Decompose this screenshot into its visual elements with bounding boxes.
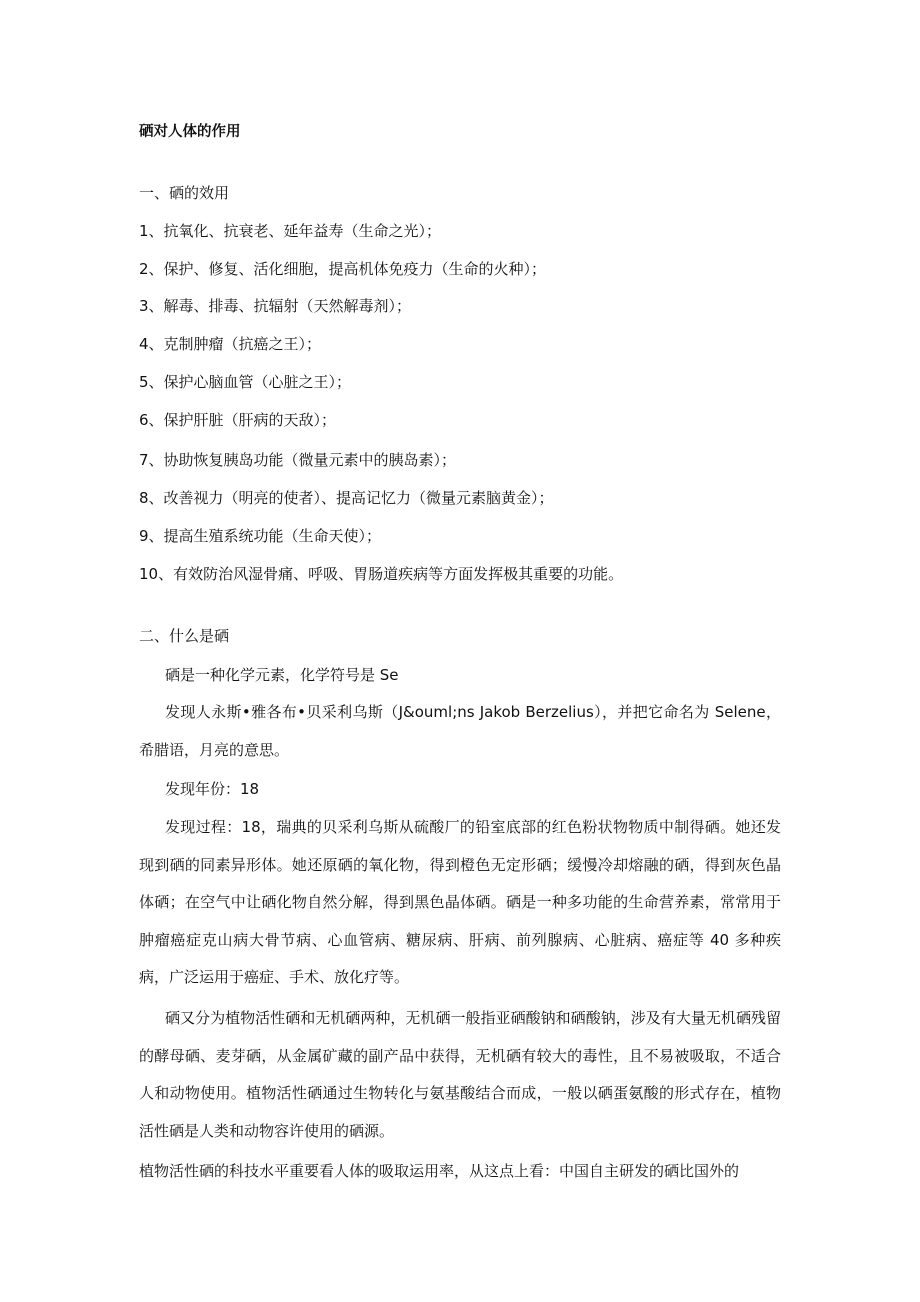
section-2-heading: 二、什么是硒	[139, 627, 230, 645]
list-item: 4、克制肿瘤（抗癌之王）；	[139, 335, 322, 353]
list-item: 7、协助恢复胰岛功能（微量元素中的胰岛素）；	[139, 451, 457, 469]
list-item: 1、抗氧化、抗衰老、延年益寿（生命之光）；	[139, 222, 442, 240]
document-title: 硒对人体的作用	[139, 124, 241, 140]
list-item: 5、保护心脑血管（心脏之王）；	[139, 373, 352, 391]
list-item: 8、改善视力（明亮的使者）、提高记忆力（微量元素脑黄金）；	[139, 489, 554, 507]
selenium-types-paragraph: 硒又分为植物活性硒和无机硒两种，无机硒一般指亚硒酸钠和硒酸钠，涉及有大量无机硒残留的酵母硒、麦芽硒，从金属矿藏的副产品中获得，无机硒有较大的毒性，且不易被吸取，不适合人和动物使用。植物活性硒通过生物转化与氨基酸结合而成，一般以硒蛋氨酸的形式存在，植物活性硒是人类和动物容许使用的硒源。	[139, 1009, 781, 1140]
list-item: 9、提高生殖系统功能（生命天使）；	[139, 527, 382, 545]
list-item: 3、解毒、排毒、抗辐射（天然解毒剂）；	[139, 297, 412, 315]
discovery-year-line: 发现年份：18	[165, 780, 260, 798]
list-item: 10、有效防治风湿骨痛、呼吸、胃肠道疾病等方面发挥极其重要的功能。	[139, 565, 624, 583]
discoverer-paragraph: 发现人永斯•雅各布•贝采利乌斯（J&ouml;ns Jakob Berzelius），并把它命名为 Selene，希腊语，月亮的意思。	[139, 703, 781, 759]
list-item: 2、保护、修复、活化细胞，提高机体免疫力（生命的火种）；	[139, 260, 547, 278]
selenium-symbol-line: 硒是一种化学元素，化学符号是 Se	[165, 666, 399, 684]
section-1-heading: 一、硒的效用	[139, 184, 230, 202]
list-item: 6、保护肝脏（肝病的天敌）；	[139, 411, 337, 429]
discovery-process-paragraph: 发现过程：18，瑞典的贝采利乌斯从硫酸厂的铅室底部的红色粉状物物质中制得硒。她还发现到硒的同素异形体。她还原硒的氧化物，得到橙色无定形硒；缓慢冷却熔融的硒，得到灰色晶体硒；在空气中让硒化物自然分解，得到黑色晶体硒。硒是一种多功能的生命营养素，常常用于肿瘤癌症克山病大骨节病、心血管病、糖尿病、肝病、前列腺病、心脏病、癌症等 40 多种疾病，广泛运用于癌症、手术、放化疗等。	[139, 818, 781, 986]
tech-level-paragraph: 植物活性硒的科技水平重要看人体的吸取运用率，从这点上看：中国自主研发的硒比国外的	[139, 1162, 740, 1180]
